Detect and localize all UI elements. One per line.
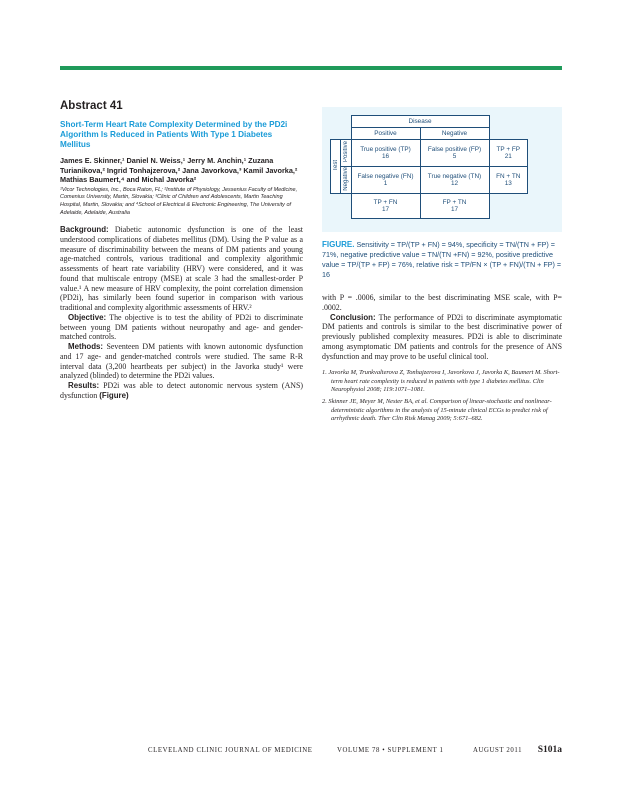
footer-journal: CLEVELAND CLINIC JOURNAL OF MEDICINE [148, 747, 313, 754]
fntn-label: FN + TN [496, 173, 521, 180]
header-rule [60, 66, 562, 70]
methods-label: Methods: [68, 342, 104, 352]
tpfp-cell [489, 140, 528, 167]
tn-value: 12 [450, 180, 459, 187]
objective-paragraph [60, 313, 303, 342]
tp-value: 16 [381, 153, 390, 160]
methods-paragraph [60, 342, 303, 381]
affiliations: ¹Vicor Technologies, Inc., Boca Raton, FL; ²Institute of Physiology, Jessenius Faculty of Medicine, Comenius University, Martin, Slovakia; ³Clinic of Children and Adolescents, Martin Teaching Hospital, Martin, Slovakia; and ⁴School of Electrical & Electronic Engineering, The University of Adelaide, Adelaide, Australia [60, 186, 298, 216]
row-negative-cell [341, 167, 352, 194]
fntn-cell [489, 167, 528, 194]
fn-value: 1 [383, 180, 388, 187]
tn-cell [420, 167, 489, 194]
reference-item: 2. Skinner JE, Meyer M, Nester BA, et al. Comparison of linear-stochastic and nonlinear-deterministic algorithms in the analysis of 15-minute clinical ECGs to predict risk of arrhythmic death. Ther Clin Risk Manag 2009; 5:671–682. [322, 398, 552, 423]
results-label: Results: [68, 381, 100, 391]
fp-cell [420, 140, 489, 167]
tn-label: True negative (TN) [427, 173, 482, 180]
fn-label: False negative (FN) [357, 173, 414, 180]
tpfp-label: TP + FP [496, 146, 520, 153]
background-text: Diabetic autonomic dysfunction is one of the least understood complications of diabetes mellitus (DM). Using the P value as a measure of discriminability between the means of DM patients and young age-matched controls, various traditional and complexity algorithmic assessments of heart rate variability (HRV) were considered, and it was found that multiscale entropy (MSE) at scale 3 had the smallest-order P value.¹ A new measure of HRV complexity, the point correlation dimension (PD2i), has similarly been found superior in comparison with various traditional and complexity algorithmic assessments of HRV.² [60, 225, 303, 313]
article-title: Short-Term Heart Rate Complexity Determined by the PD2i Algorithm Is Reduced in Patients With Type 1 Diabetes Mellitus [60, 120, 288, 149]
fptn-label: FP + TN [442, 199, 467, 206]
references-list [322, 369, 562, 423]
results-text: PD2i was able to detect autonomic nervous system (ANS) dysfunction [60, 381, 303, 400]
objective-text: The objective is to test the ability of PD2i to discriminate between young DM patients without neuropathy and age- and gender-matched controls. [60, 312, 303, 342]
results-continuation [322, 293, 562, 313]
contingency-table [330, 115, 528, 219]
left-column [60, 100, 303, 401]
col-positive-header: Positive [351, 128, 420, 140]
abstract-label: Abstract 41 [60, 100, 123, 112]
figure-caption [322, 240, 562, 280]
test-label: Test [332, 159, 339, 171]
methods-text: Seventeen DM patients with known autonomic dysfunction and 17 age- and gender-matched controls were studied. The same R-R interval data (3,200 heartbeats per subject) in the Javorka study¹ were analyzed (blinded) to determine the PD2i values. [60, 342, 303, 381]
figure-panel [322, 107, 562, 232]
figure-caption-text: Sensitivity = TP/(TP + FN) = 94%, specificity = TN/(TN + FP) = 71%, negative predictive value = TN/(TN +FN) = 92%, positive predictive value = TP/(TP + FP) = 76%, relative risk = TP/FN × (TP + FN)/(TN + FP) = 16 [322, 240, 562, 279]
tpfn-value: 17 [381, 206, 390, 213]
objective-label: Objective: [68, 312, 107, 322]
footer-page-number: S101a [537, 745, 562, 755]
row-negative-label: Negative [342, 167, 349, 191]
disease-header: Disease [351, 116, 489, 128]
background-paragraph [60, 225, 303, 313]
conclusion-text: The performance of PD2i to discriminate asymptomatic DM patients and controls is similar to the best discriminative power of previously published complexity measures. PD2i is able to discriminate among asymptomatic DM patients and controls for the presence of ANS dysfunction and may prove to be useful clinical tool. [322, 312, 562, 361]
tpfn-label: TP + FN [373, 199, 398, 206]
figure-label: FIGURE. [322, 240, 355, 249]
tpfn-cell [351, 194, 420, 219]
fptn-cell [420, 194, 489, 219]
fn-cell [351, 167, 420, 194]
conclusion-label: Conclusion: [330, 312, 376, 322]
tpfp-value: 21 [504, 153, 512, 160]
right-column [322, 293, 562, 428]
conclusion-paragraph [322, 313, 562, 362]
col-negative-header: Negative [420, 128, 489, 140]
fp-value: 5 [452, 153, 457, 160]
fntn-value: 13 [504, 180, 512, 187]
fp-label: False positive (FP) [427, 146, 482, 153]
footer-date: AUGUST 2011 [473, 747, 523, 754]
authors: James E. Skinner,¹ Daniel N. Weiss,¹ Jerry M. Anchin,¹ Zuzana Turianikova,² Ingrid Tonhajzerova,² Jana Javorkova,³ Kamil Javorka,² Mathias Baumert,⁴ and Michal Javorka² [60, 156, 298, 185]
row-positive-cell [341, 140, 352, 167]
fptn-value: 17 [450, 206, 459, 213]
footer-volume: VOLUME 78 • SUPPLEMENT 1 [337, 747, 444, 754]
background-label: Background: [60, 225, 109, 235]
tp-label: True positive (TP) [360, 146, 411, 153]
tp-cell [351, 140, 420, 167]
figure-reference: (Figure) [99, 390, 129, 400]
results-paragraph [60, 381, 303, 401]
reference-item: 1. Javorka M, Trunkvalterova Z, Tonhajzerova I, Javorkova J, Javorka K, Baumert M. Short-term heart rate complexity is reduced in patients with type 1 diabetes mellitus. Clin Neurophysiol 2008; 119:1071–1081. [322, 369, 560, 394]
test-label-cell [331, 140, 341, 194]
row-positive-label: Positive [342, 141, 349, 163]
results-text-2: with P = .0006, similar to the best discriminating MSE scale, with P= .0002. [322, 293, 562, 312]
